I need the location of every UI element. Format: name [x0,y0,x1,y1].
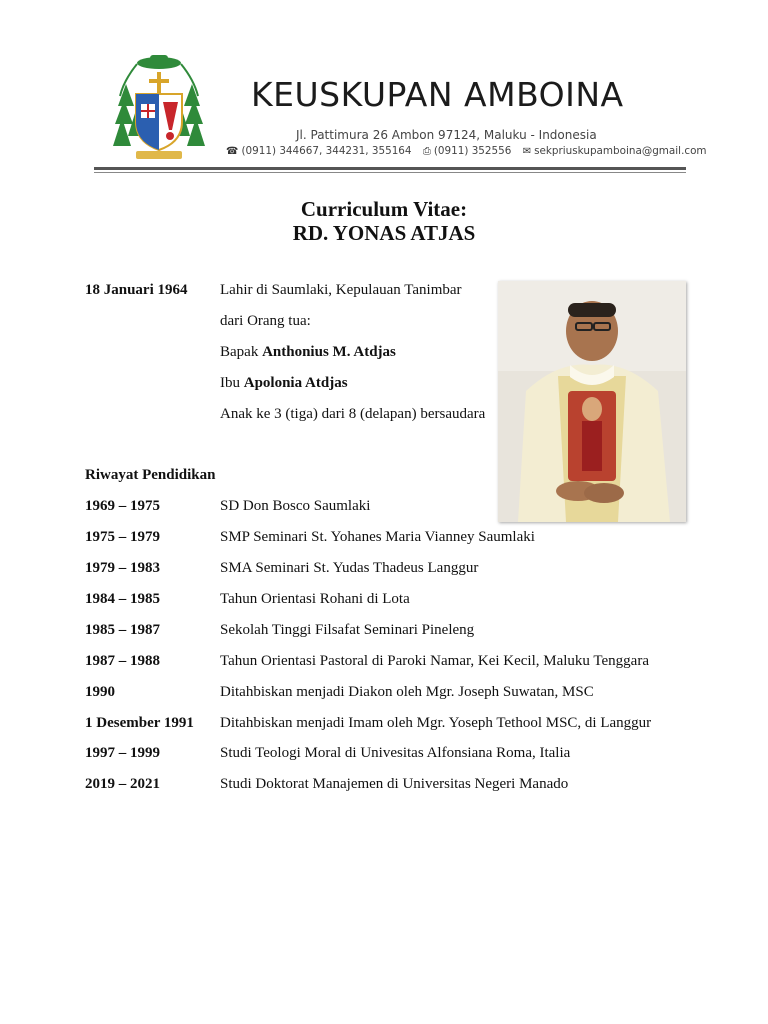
education-description: Sekolah Tinggi Filsafat Seminari Pineleng [220,622,475,638]
letterhead [0,0,768,180]
coat-of-arms-icon [112,50,206,162]
education-period: 1 Desember 1991 [85,715,194,731]
education-description: SMP Seminari St. Yohanes Maria Vianney Saumlaki [220,529,535,545]
father-name: Anthonius M. Atdjas [262,344,396,360]
mother-prefix: Ibu [220,375,240,391]
birth-date: 18 Januari 1964 [85,282,188,298]
father-prefix: Bapak [220,344,259,360]
envelope-icon: ✉ [522,146,532,157]
education-period: 1987 – 1988 [85,653,160,669]
education-period: 1984 – 1985 [85,591,160,607]
birth-place: Lahir di Saumlaki, Kepulauan Tanimbar [220,282,462,298]
education-description: Tahun Orientasi Rohani di Lota [220,591,410,607]
education-period: 1997 – 1999 [85,745,160,761]
cv-title: Curriculum Vitae: [300,197,468,221]
education-description: Tahun Orientasi Pastoral di Paroki Namar, Kei Kecil, Maluku Tenggara [220,653,649,669]
education-period: 1975 – 1979 [85,529,160,545]
portrait-image [498,281,686,522]
education-period: 1990 [85,684,115,700]
education-description: SD Don Bosco Saumlaki [220,498,371,514]
header-divider-thin [94,172,686,173]
education-description: Studi Doktorat Manajemen di Universitas Negeri Manado [220,776,569,792]
mother-name: Apolonia Atdjas [243,375,348,391]
organization-address: Jl. Pattimura 26 Ambon 97124, Maluku - Indonesia [296,128,597,142]
parents-intro: dari Orang tua: [220,313,311,329]
education-description: SMA Seminari St. Yudas Thadeus Langgur [220,560,479,576]
education-heading: Riwayat Pendidikan [85,467,216,483]
phone-icon: ☎ [226,146,239,157]
education-description: Studi Teologi Moral di Univesitas Alfonsiana Roma, Italia [220,745,571,761]
education-description: Ditahbiskan menjadi Imam oleh Mgr. Yoseph Tethool MSC, di Langgur [220,715,652,731]
cv-subject-name: RD. YONAS ATJAS [292,221,476,245]
email-address[interactable]: sekpriuskupamboina@gmail.com [534,145,707,157]
phone-numbers: (0911) 344667, 344231, 355164 [241,145,412,157]
portrait-photo [498,281,686,522]
mother-line [220,376,348,391]
organization-name: KEUSKUPAN AMBOINA [251,75,624,114]
fax-icon: ⎙ [422,146,431,157]
father-line [220,345,396,360]
header-divider [94,167,686,170]
education-period: 1979 – 1983 [85,560,160,576]
education-period: 1969 – 1975 [85,498,160,514]
fax-number: (0911) 352556 [433,145,512,157]
contact-line [226,145,707,157]
education-period: 1985 – 1987 [85,622,160,638]
siblings-info: Anak ke 3 (tiga) dari 8 (delapan) bersaudara [220,406,486,422]
education-period: 2019 – 2021 [85,776,160,792]
education-description: Ditahbiskan menjadi Diakon oleh Mgr. Joseph Suwatan, MSC [220,684,594,700]
